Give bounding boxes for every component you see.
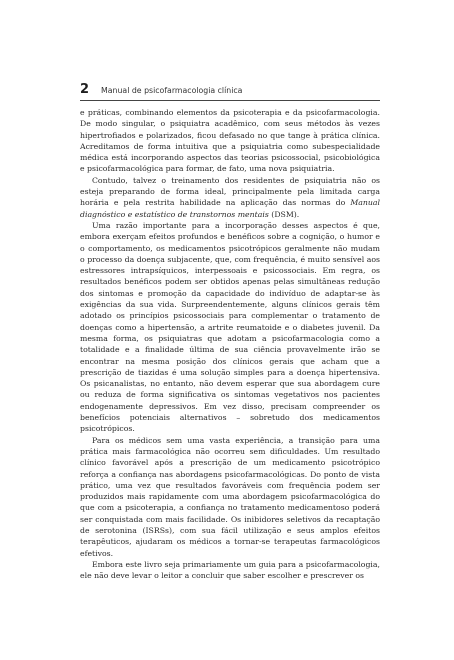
paragraph-3: Uma razão importante para a incorporação desses aspectos é que, embora exerçam efeitos profundos e benéficos sobre a cognição, o humor e o comportamento, os medicamentos psicotrópicos geralmente não mudam o processo da doença subjacente, que, com frequência, é muito sensível aos estressores intrapsíquicos, interpessoais e psicossociais. Em regra, os resultados benéficos podem ser obtidos apenas pelas simultâneas redução dos sintomas e promoção da capacidade do indivíduo de adaptar-se às exigências da sua vida. Surpreendentemente, alguns clínicos gerais têm adotado os princípios psicossociais para complementar o tratamento de doenças como a hipertensão, a artrite reumatoide e o diabetes juvenil. Da mesma forma, os psiquiatras que adotam a psicofarmacologia como a totalidade e a finalidade última de sua ciência provavelmente irão se encontrar na mesma posição dos clínicos gerais que acham que a prescrição de tiazidas é uma solução simples para a doença hipertensiva. Os psicanalistas, no entanto, não devem esperar que sua abordagem cure ou reduza de forma significativa os sintomas vegetativos nos pacientes endogenamente depressivos. Em vez disso, precisam compreender os benefícios potenciais alternativos – sobretudo dos medicamentos psicotrópicos. bbox=[80, 220, 380, 434]
paragraph-2-text-start: Contudo, talvez o treinamento dos residentes de psiquiatria não os esteja preparando de forma ideal, principalmente pela limitada carga horária e pela restrita habilidade na aplicação das normas do bbox=[80, 175, 380, 208]
paragraph-1: e práticas, combinando elementos da psicoterapia e da psicofarmacologia. De modo singular, o psiquiatra acadêmico, com seus métodos às vezes hipertrofiados e polarizados, ficou defasado no que tange à prática clínica. Acreditamos de forma intuitiva que a psiquiatria como subespecialidade médica está incorporando aspectos das teorias psicossocial, psicobiológica e psicofarmacológica para formar, de fato, uma nova psiquiatria. bbox=[80, 108, 380, 174]
paragraph-2-text-end: (DSM). bbox=[268, 209, 300, 219]
running-head-title: Manual de psicofarmacologia clínica bbox=[101, 86, 243, 95]
page-number: 2 bbox=[80, 82, 90, 97]
paragraph-5: Embora este livro seja primariamente um guia para a psicofarmacologia, ele não deve levar o leitor a concluir que saber escolher e prescrever os bbox=[80, 559, 380, 581]
running-header bbox=[80, 82, 380, 98]
paragraph-2 bbox=[80, 175, 380, 220]
header-rule bbox=[80, 100, 380, 101]
body-text bbox=[80, 107, 380, 581]
dsm-title-italic: Manual diagnóstico e estatístico de transtornos mentais bbox=[80, 198, 380, 219]
paragraph-4: Para os médicos sem uma vasta experiência, a transição para uma prática mais farmacológica não ocorreu sem dificuldades. Um resultado clínico favorável após a prescrição de um medicamento psicotrópico reforça a confiança nas abordagens psicofarmacológicas. Do ponto de vista prático, uma vez que resultados favoráveis com frequência podem ser produzidos mais rapidamente com uma abordagem psicofarmacológica do que com a psicoterapia, a confiança no tratamento medicamentoso poderá ser conquistada com mais facilidade. Os inibidores seletivos da recaptação de serotonina (ISRSs), com sua fácil utilização e seus amplos efeitos terapêuticos, ajudaram os médicos a tornar-se terapeutas farmacológicos efetivos. bbox=[80, 435, 380, 558]
